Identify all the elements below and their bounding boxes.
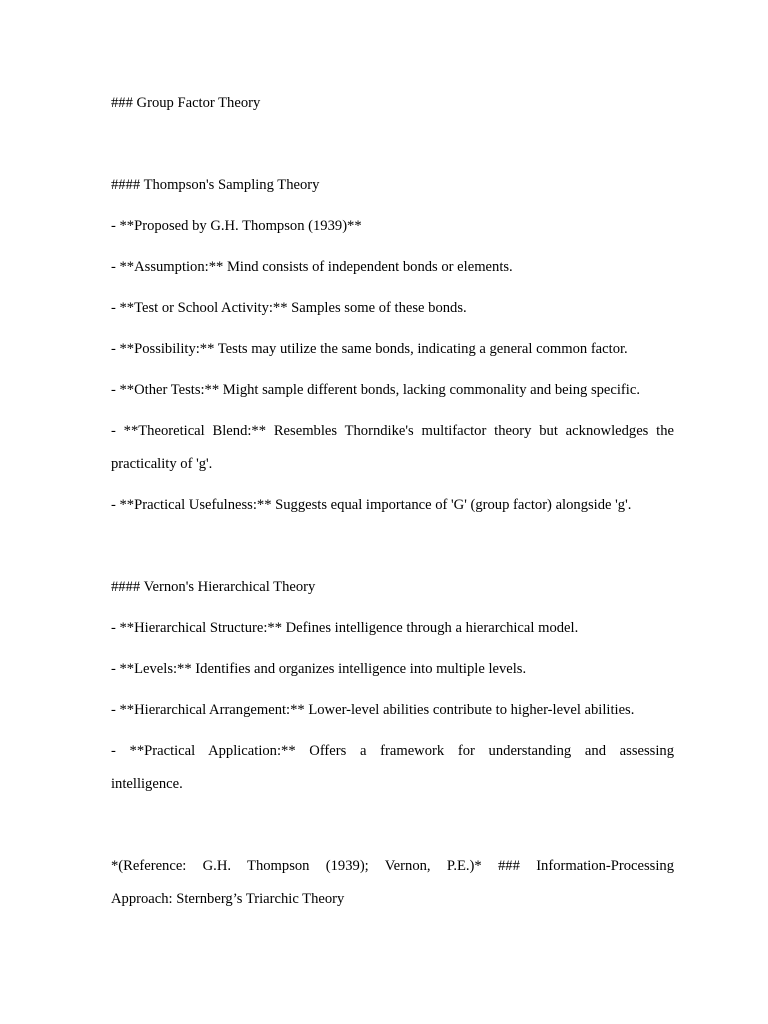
thompson-item-blend-cont: practicality of 'g'. (111, 456, 213, 472)
reference-line: *(Reference: G.H. Thompson (1939); Vernon, P.E.)* ### Information-Processing (111, 858, 674, 874)
vernon-item-structure: - **Hierarchical Structure:** Defines intelligence through a hierarchical model. (111, 620, 579, 636)
vernon-item-application: - **Practical Application:** Offers a framework for understanding and assessing (111, 743, 674, 759)
vernon-item-application-cont: intelligence. (111, 776, 183, 792)
section-heading: ### Group Factor Theory (111, 95, 261, 111)
thompson-item-possibility: - **Possibility:** Tests may utilize the same bonds, indicating a general common factor. (111, 341, 628, 357)
vernon-item-arrangement: - **Hierarchical Arrangement:** Lower-level abilities contribute to higher-level abilities. (111, 702, 635, 718)
thompson-item-blend: - **Theoretical Blend:** Resembles Thorndike's multifactor theory but acknowledges the (111, 423, 674, 439)
thompson-item-assumption: - **Assumption:** Mind consists of independent bonds or elements. (111, 259, 513, 275)
thompson-item-other-tests: - **Other Tests:** Might sample different bonds, lacking commonality and being specific. (111, 382, 640, 398)
thompson-item-test: - **Test or School Activity:** Samples some of these bonds. (111, 300, 467, 316)
thompson-item-proposed: - **Proposed by G.H. Thompson (1939)** (111, 218, 362, 234)
vernon-heading: #### Vernon's Hierarchical Theory (111, 579, 316, 595)
thompson-heading: #### Thompson's Sampling Theory (111, 177, 320, 193)
reference-line-cont: Approach: Sternberg’s Triarchic Theory (111, 891, 345, 907)
vernon-item-levels: - **Levels:** Identifies and organizes intelligence into multiple levels. (111, 661, 527, 677)
thompson-item-usefulness: - **Practical Usefulness:** Suggests equal importance of 'G' (group factor) alongside 'g'. (111, 497, 632, 513)
